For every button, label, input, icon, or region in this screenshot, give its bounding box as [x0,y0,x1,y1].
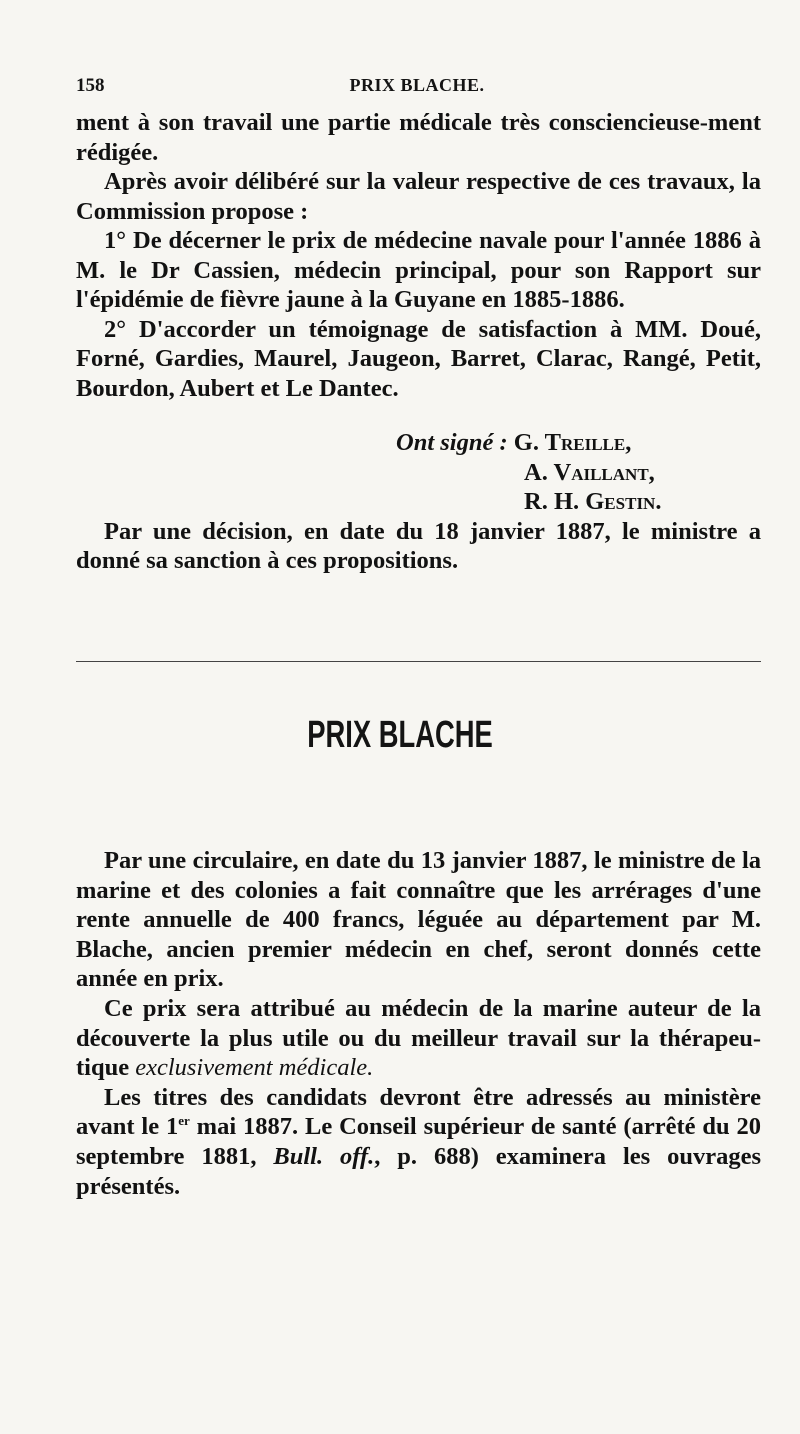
prix-blache-section [76,846,761,1201]
paragraph-continuation: ment à son travail une partie médicale très consciencieuse-ment rédigée. [76,109,761,166]
running-title: PRIX BLACHE. [349,75,485,95]
signature-line-1 [76,428,761,458]
attribution-emphasis: exclusivement médicale. [135,1054,374,1082]
signatory-name: A. Vaillant, [524,458,655,486]
candidates-text-c: , p. 688) examinera les ouvrages présentés. [76,1142,761,1200]
signature-label: Ont signé : [396,429,508,456]
paragraph-commission: Après avoir délibéré sur la valeur respective de ces travaux, la Commission propose : [76,168,761,225]
paragraph-proposal-2: 2° D'accorder un témoignage de satisfaction à MM. Doué, Forné, Gardies, Maurel, Jaugeon, Barret, Clarac, Rangé, Petit, Bourdon, Aubert et Le Dantec. [76,315,761,402]
section-title: PRIX BLACHE [307,714,493,756]
signatory-name: G. Treille, [513,429,632,456]
page-header [76,75,758,99]
ordinal-superscript: er [178,1113,190,1129]
paragraph-decision: Par une décision, en date du 18 janvier 1887, le ministre a donné sa sanction à ces propositions. [76,517,761,574]
attribution-text: Ce prix sera attribué au médecin de la marine auteur de la découverte la plus utile ou du meilleur travail sur la thérapeu-tique [76,994,761,1082]
page-number: 158 [76,75,105,96]
report-conclusion [76,108,761,576]
paragraph-circular: Par une circulaire, en date du 13 janvier 1887, le ministre de la marine et des colonies a fait connaître que les arrérages d'une rente annuelle de 400 francs, léguée au département par M. Blache, ancien premier médecin en chef, seront donnés cette année en prix. [76,847,761,993]
candidates-text-a: Les titres des candidats devront être adressés au ministère avant le 1 [76,1083,761,1141]
bulletin-reference: Bull. off. [273,1142,375,1170]
signature-block [76,428,761,517]
candidates-text-b: mai 1887. Le Conseil supérieur de santé (arrêté du 20 septembre 1881, [76,1113,761,1170]
paragraph-attribution [76,994,761,1083]
paragraph-proposal-1: 1° De décerner le prix de médecine navale pour l'année 1886 à M. le Dr Cassien, médecin principal, pour son Rapport sur l'épidémie de fièvre jaune à la Guyane en 1885-1886. [76,227,761,313]
signatory-name: R. H. Gestin. [524,488,662,515]
section-divider [76,661,761,662]
paragraph-candidates [76,1083,761,1201]
